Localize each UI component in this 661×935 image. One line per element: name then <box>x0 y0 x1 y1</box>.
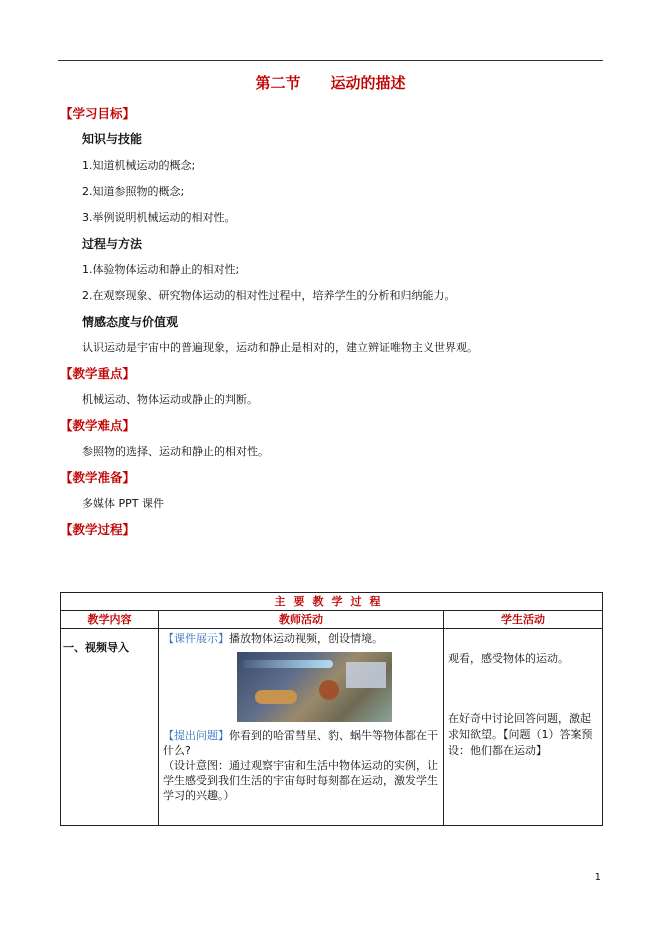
method-item: 1.体验物体运动和静止的相对性; <box>82 263 240 276</box>
section-process: 【教学过程】 <box>60 522 136 537</box>
knowledge-item: 2.知道参照物的概念; <box>82 185 185 198</box>
row-content: 一、视频导入 <box>61 629 159 826</box>
knowledge-item: 3.举例说明机械运动的相对性。 <box>82 211 236 224</box>
teacher-question: 你看到的哈雷彗星、豹、蜗牛等物体都在干什么? <box>163 729 438 757</box>
header-rule <box>58 60 603 61</box>
method-heading: 过程与方法 <box>82 237 143 251</box>
table-row <box>61 629 603 826</box>
teacher-text: 播放物体运动视频，创设情境。 <box>229 632 383 645</box>
key-text: 机械运动、物体运动或静止的判断。 <box>82 393 258 406</box>
section-difficult: 【教学难点】 <box>60 418 136 433</box>
difficult-text: 参照物的选择、运动和静止的相对性。 <box>82 445 269 458</box>
col-header-student: 学生活动 <box>444 611 603 629</box>
teacher-activity <box>159 629 444 826</box>
motion-video-image <box>237 652 392 722</box>
student-text: 观看，感受物体的运动。 <box>448 652 569 665</box>
attitude-heading: 情感态度与价值观 <box>82 315 179 329</box>
section-prep: 【教学准备】 <box>60 470 136 485</box>
tag-question: 【提出问题】 <box>163 729 229 742</box>
photo-caption-box <box>346 662 386 688</box>
section-goals: 【学习目标】 <box>60 106 136 121</box>
student-activity <box>444 629 603 826</box>
table-title: 主要教学过程 <box>61 593 603 611</box>
process-table <box>60 592 603 826</box>
section-key: 【教学重点】 <box>60 366 136 381</box>
col-header-teacher: 教师活动 <box>159 611 444 629</box>
comet-shape <box>243 660 333 668</box>
snail-shape <box>319 680 339 700</box>
design-intent: （设计意图：通过观察宇宙和生活中物体运动的实例，让学生感受到我们生活的宇宙每时每刻都在运动，激发学生学习的兴趣。） <box>163 759 438 802</box>
page-number: 1 <box>594 872 601 883</box>
cheetah-shape <box>255 690 297 704</box>
col-header-content: 教学内容 <box>61 611 159 629</box>
knowledge-heading: 知识与技能 <box>82 132 143 146</box>
knowledge-item: 1.知道机械运动的概念; <box>82 159 196 172</box>
prep-text: 多媒体 PPT 课件 <box>82 497 164 510</box>
attitude-text: 认识运动是宇宙中的普遍现象，运动和静止是相对的，建立辨证唯物主义世界观。 <box>82 341 478 354</box>
page-title: 第二节 运动的描述 <box>255 74 406 92</box>
student-text: 在好奇中讨论回答问题，激起求知欲望。【问题（1）答案预设：他们都在运动】 <box>448 712 593 757</box>
tag-courseware: 【课件展示】 <box>163 632 229 645</box>
method-item: 2.在观察现象、研究物体运动的相对性过程中，培养学生的分析和归纳能力。 <box>82 289 456 302</box>
